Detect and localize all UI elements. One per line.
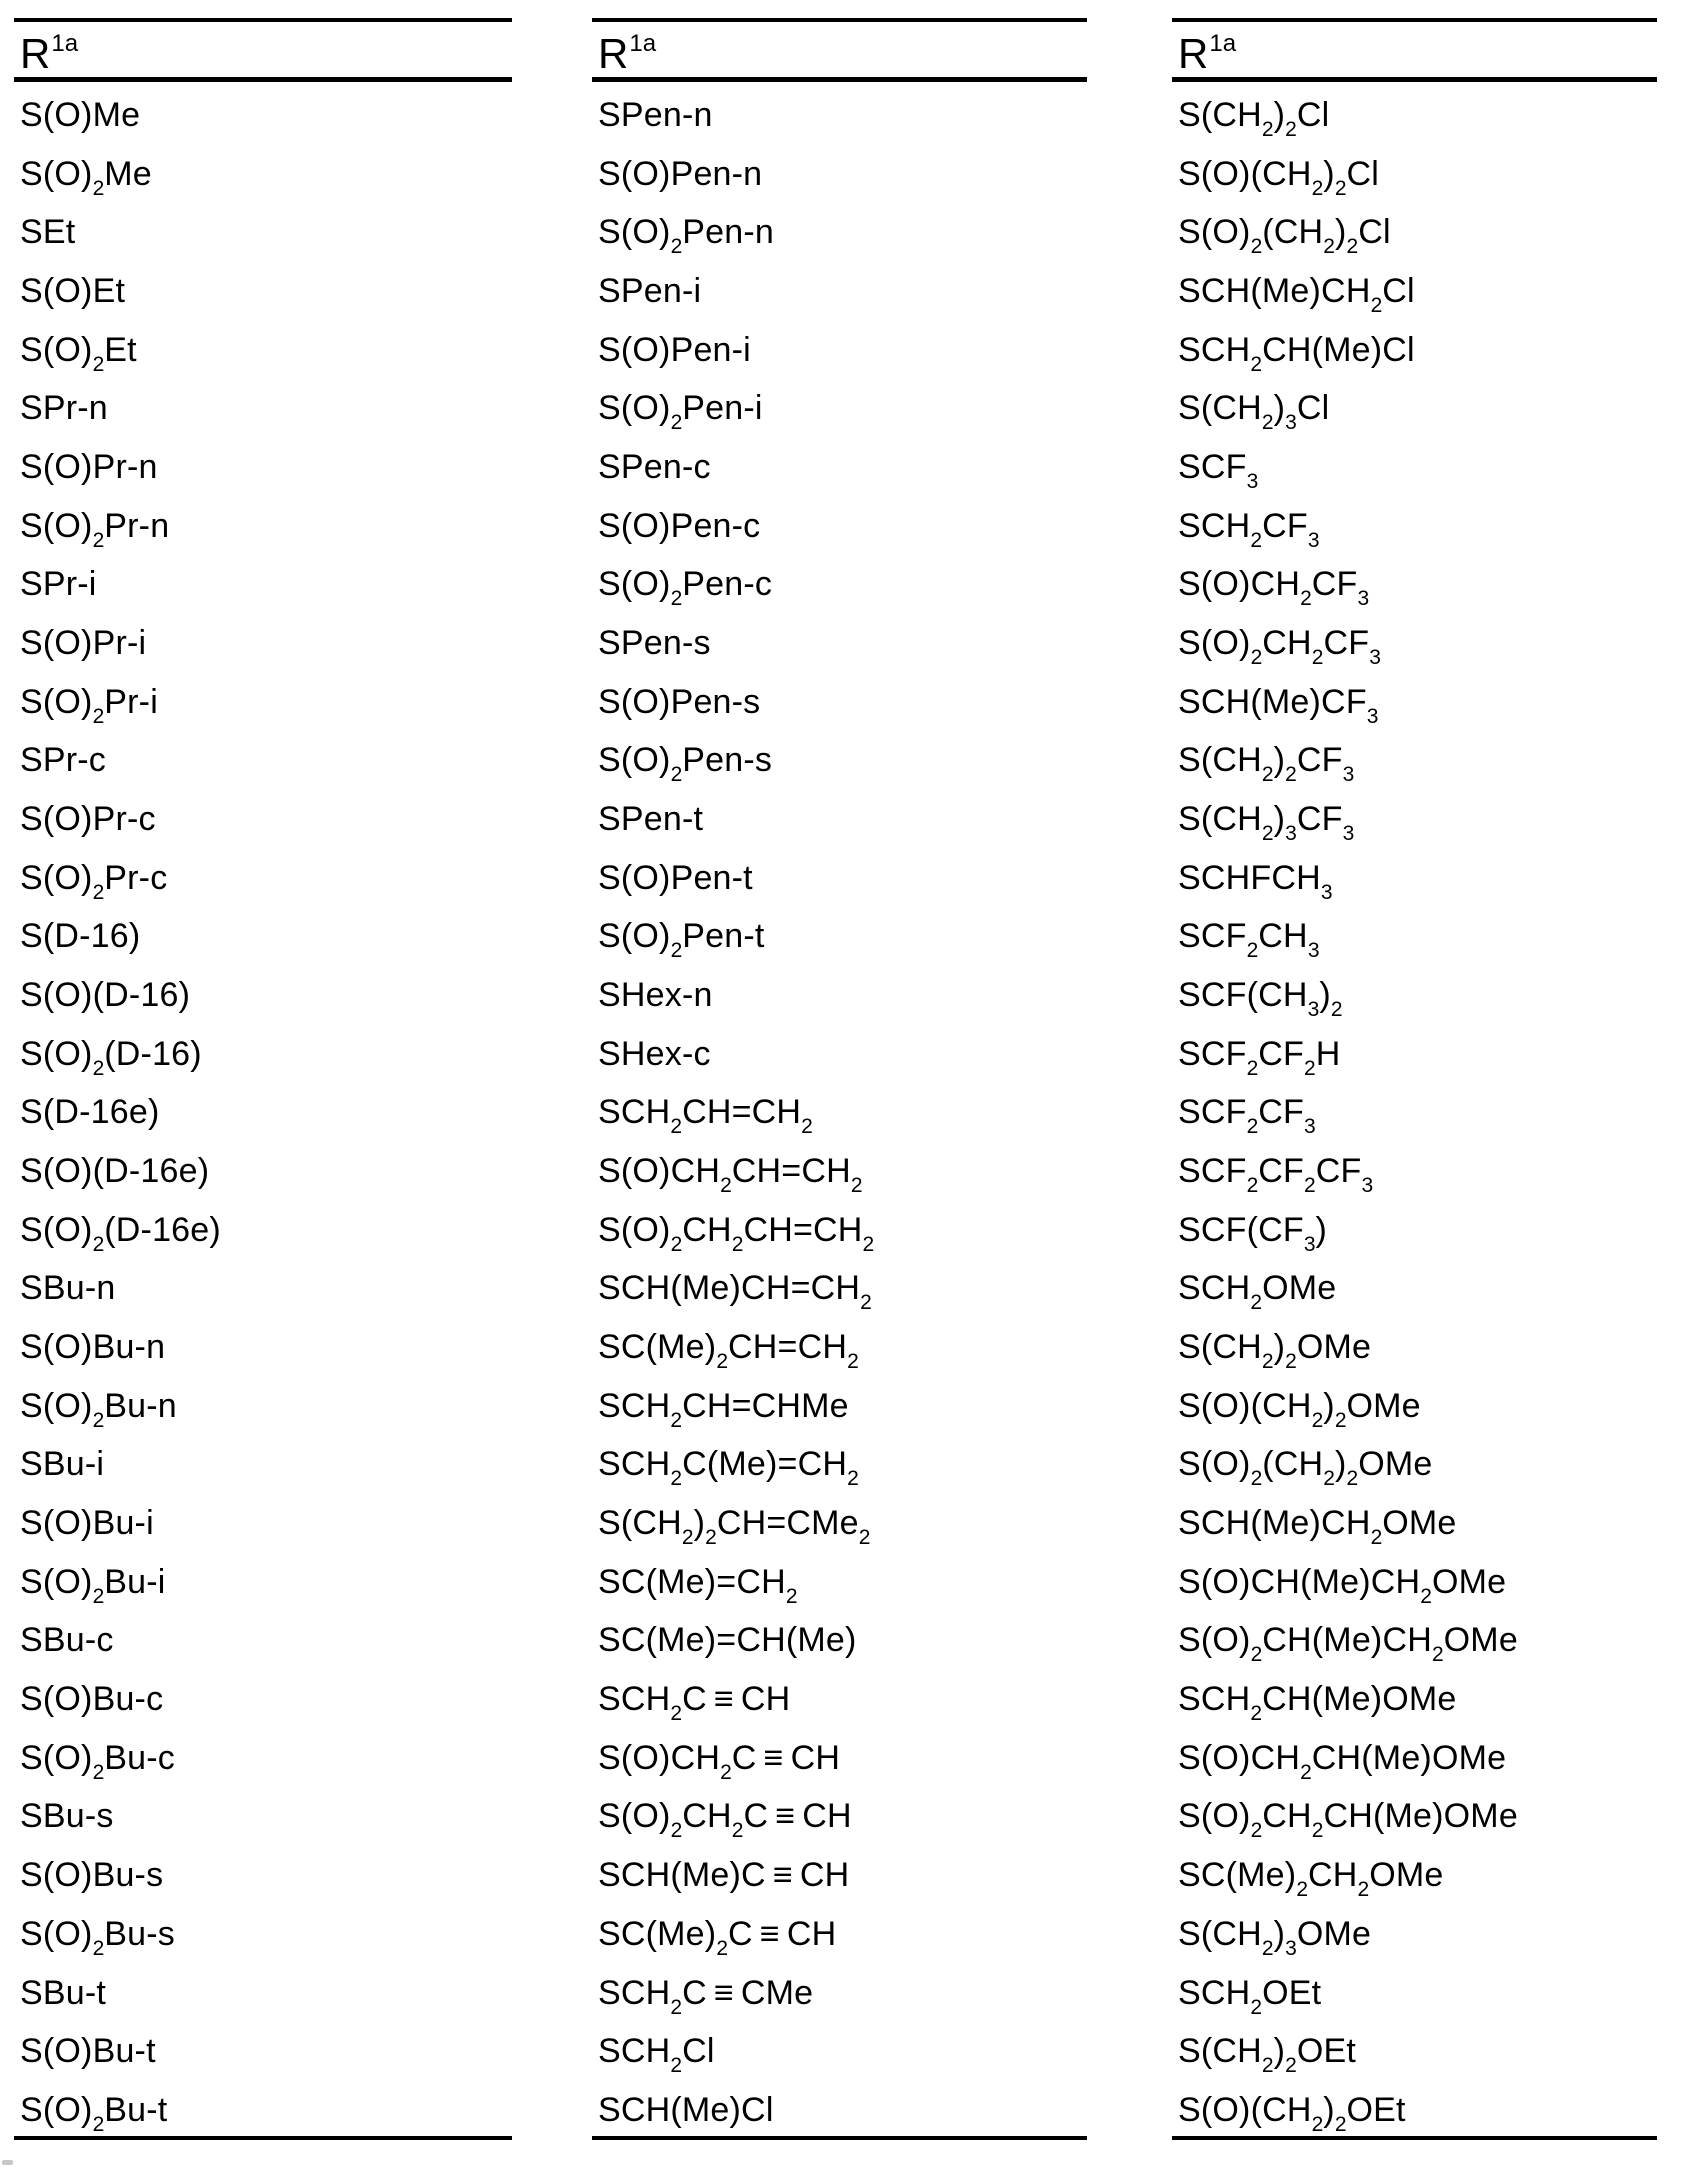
substituent-row [14, 1255, 512, 1314]
substituent-formula: SPen-s [598, 624, 711, 663]
substituent-row [14, 845, 512, 904]
substituent-formula: SPr-n [20, 389, 108, 428]
substituent-formula: $S(O)_2CH_2C$ ≡ CH [598, 1797, 852, 1843]
substituent-formula: $SCF_2CF_2CF_3$ [1178, 1152, 1374, 1198]
substituent-formula: SCH(Me)Cl [598, 2090, 774, 2129]
substituent-formula: S(O)Pen-t [598, 858, 753, 897]
substituent-row [1172, 1373, 1657, 1432]
substituent-row [592, 669, 1087, 728]
scan-artifact-dot [2, 2160, 13, 2165]
table-bottom-rule [592, 2136, 1087, 2140]
substituent-row [1172, 317, 1657, 376]
substituent-row [592, 82, 1087, 141]
substituent-formula: $S(O)_2Pr-c$ [20, 858, 168, 904]
substituent-formula: S(O)Pr-i [20, 624, 147, 663]
substituent-row [592, 727, 1087, 786]
substituent-row [592, 1901, 1087, 1960]
substituent-formula: $S(CH_2)_3CF_3$ [1178, 800, 1355, 846]
substituent-row [14, 1549, 512, 1608]
substituent-formula: $S(O)_2Pen-n$ [598, 213, 774, 259]
substituent-row [1172, 1960, 1657, 2019]
substituent-table-middle [592, 18, 1087, 2140]
substituent-row [14, 1373, 512, 1432]
substituent-row [14, 1725, 512, 1784]
substituent-row [1172, 1549, 1657, 1608]
header-superscript: 1a [1209, 30, 1237, 57]
substituent-row [592, 2018, 1087, 2077]
substituent-formula: $SCH_2Cl$ [598, 2032, 715, 2078]
header-symbol: R [1178, 30, 1209, 77]
substituent-formula: S(O)(D-16) [20, 976, 191, 1015]
substituent-row [592, 1549, 1087, 1608]
substituent-formula: $S(O)(CH_2)_2OEt$ [1178, 2090, 1406, 2136]
substituent-formula: $S(O)_2CH_2CH=CH_2$ [598, 1210, 875, 1256]
substituent-row [592, 1666, 1087, 1725]
substituent-row [14, 258, 512, 317]
substituent-formula: $S(O)_2Bu-c$ [20, 1738, 175, 1784]
substituent-formula: $SCF_2CH_3$ [1178, 917, 1320, 963]
substituent-formula: S(O)Pen-i [598, 330, 751, 369]
substituent-row [14, 1842, 512, 1901]
substituent-formula: S(O)Et [20, 272, 126, 311]
substituent-formula: $S(O)_2Pr-n$ [20, 506, 170, 552]
substituent-row [1172, 1607, 1657, 1666]
substituent-table-left [14, 18, 512, 2140]
substituent-formula: SPen-n [598, 96, 713, 134]
substituent-row [592, 1314, 1087, 1373]
substituent-formula: SBu-i [20, 1445, 105, 1484]
substituent-row [592, 317, 1087, 376]
substituent-row [592, 610, 1087, 669]
substituent-formula: S(O)Bu-c [20, 1680, 164, 1719]
substituent-row [592, 1079, 1087, 1138]
substituent-formula: $S(CH_2)_2CF_3$ [1178, 741, 1355, 787]
substituent-formula: SPen-t [598, 800, 704, 839]
substituent-row [592, 2077, 1087, 2136]
substituent-formula: $S(O)CH_2CH=CH_2$ [598, 1152, 863, 1198]
triple-bond-symbol: ≡ [759, 1914, 780, 1953]
substituent-formula: SBu-n [20, 1269, 116, 1308]
substituent-row [592, 845, 1087, 904]
substituent-row [1172, 903, 1657, 962]
substituent-row [14, 434, 512, 493]
substituent-row [592, 1431, 1087, 1490]
triple-bond-symbol: ≡ [713, 1680, 734, 1719]
substituent-row [1172, 610, 1657, 669]
substituent-formula: $SCH_2CH(Me)OMe$ [1178, 1680, 1457, 1726]
substituent-formula: $S(O)(CH_2)_2OMe$ [1178, 1386, 1421, 1432]
substituent-row [14, 1901, 512, 1960]
substituent-formula: $S(CH_2)_2Cl$ [1178, 96, 1330, 141]
substituent-row [1172, 1197, 1657, 1256]
substituent-row [14, 1490, 512, 1549]
substituent-row [1172, 1783, 1657, 1842]
substituent-row [592, 1255, 1087, 1314]
substituent-formula: $S(CH_2)_2OMe$ [1178, 1328, 1372, 1374]
substituent-formula: S(D-16e) [20, 1093, 160, 1132]
substituent-formula: S(O)Bu-i [20, 1504, 154, 1543]
substituent-formula: $S(O)_2Bu-s$ [20, 1914, 175, 1960]
substituent-row [1172, 1666, 1657, 1725]
substituent-formula: SBu-t [20, 1973, 107, 2012]
substituent-row [14, 1607, 512, 1666]
substituent-row [592, 199, 1087, 258]
substituent-formula: $S(CH_2)_3OMe$ [1178, 1914, 1372, 1960]
substituent-row [1172, 141, 1657, 200]
substituent-row [1172, 1079, 1657, 1138]
substituent-row [592, 1490, 1087, 1549]
substituent-row [14, 551, 512, 610]
substituent-row [1172, 962, 1657, 1021]
substituent-formula: $S(O)_2Pen-i$ [598, 389, 763, 435]
header-symbol: R [598, 30, 629, 77]
substituent-row [592, 434, 1087, 493]
substituent-formula: $SC(Me)_2CH_2OMe$ [1178, 1856, 1444, 1902]
substituent-formula: $S(O)_2Et$ [20, 330, 137, 376]
table-bottom-rule [14, 2136, 512, 2140]
substituent-formula: $S(CH_2)_3Cl$ [1178, 389, 1330, 435]
substituent-row [14, 1197, 512, 1256]
substituent-formula: $SCH_2OMe$ [1178, 1269, 1337, 1315]
substituent-formula: $SCF_3$ [1178, 448, 1259, 494]
substituent-formula: $S(CH_2)_2CH=CMe_2$ [598, 1504, 871, 1550]
substituent-row [14, 1783, 512, 1842]
substituent-formula: S(O)Bu-s [20, 1856, 164, 1895]
substituent-rows [592, 82, 1087, 2136]
substituent-formula: $SCH(Me)CH_2Cl$ [1178, 272, 1415, 318]
substituent-formula: $S(CH_2)_2OEt$ [1178, 2032, 1356, 2078]
substituent-formula: S(O)Pen-n [598, 154, 763, 193]
column-header [14, 22, 512, 77]
header-superscript: 1a [629, 30, 657, 57]
substituent-row [14, 317, 512, 376]
substituent-formula: $S(O)_2Bu-i$ [20, 1562, 166, 1608]
substituent-formula: $S(O)_2CH(Me)CH_2OMe$ [1178, 1621, 1518, 1667]
substituent-formula: $S(O)_2(D-16e)$ [20, 1210, 221, 1256]
substituent-row [1172, 2077, 1657, 2136]
substituent-formula: $S(O)_2Pr-i$ [20, 682, 158, 728]
substituent-row [592, 1021, 1087, 1080]
substituent-formula: SEt [20, 213, 76, 252]
substituent-formula: SBu-s [20, 1797, 114, 1836]
substituent-row [14, 199, 512, 258]
substituent-row [14, 1021, 512, 1080]
substituent-formula: SHex-c [598, 1034, 711, 1073]
substituent-formula: S(O)Pen-s [598, 682, 761, 721]
substituent-formula: $S(O)_2Bu-n$ [20, 1386, 177, 1432]
substituent-row [1172, 1490, 1657, 1549]
substituent-formula: S(O)Pr-n [20, 448, 158, 487]
column-header [592, 22, 1087, 77]
substituent-formula: SPr-c [20, 741, 106, 780]
header-symbol: R [20, 30, 51, 77]
substituent-row [14, 903, 512, 962]
substituent-row [592, 1607, 1087, 1666]
substituent-row [592, 1725, 1087, 1784]
substituent-formula: $SCF_2CF_2H$ [1178, 1034, 1341, 1080]
substituent-formula: $S(O)_2CH_2CH(Me)OMe$ [1178, 1797, 1518, 1843]
substituent-row [14, 669, 512, 728]
header-superscript: 1a [51, 30, 79, 57]
substituent-formula: SHex-n [598, 976, 713, 1015]
substituent-row [1172, 434, 1657, 493]
substituent-row [1172, 845, 1657, 904]
substituent-row [1172, 82, 1657, 141]
substituent-formula: $SC(Me)_2CH=CH_2$ [598, 1328, 859, 1374]
substituent-row [14, 962, 512, 1021]
triple-bond-symbol: ≡ [775, 1797, 796, 1836]
substituent-row [592, 1197, 1087, 1256]
substituent-row [1172, 375, 1657, 434]
substituent-row [14, 375, 512, 434]
column-header [1172, 22, 1657, 77]
substituent-row [14, 1079, 512, 1138]
substituent-row [1172, 258, 1657, 317]
substituent-formula: $S(O)_2(CH_2)_2OMe$ [1178, 1445, 1433, 1491]
substituent-row [592, 962, 1087, 1021]
substituent-row [1172, 1842, 1657, 1901]
substituent-row [1172, 2018, 1657, 2077]
substituent-formula: $SCH_2CH(Me)Cl$ [1178, 330, 1415, 376]
substituent-formula: S(O)Bu-t [20, 2032, 156, 2071]
substituent-formula: S(D-16) [20, 917, 141, 956]
substituent-formula: SBu-c [20, 1621, 114, 1660]
substituent-formula: S(O)Bu-n [20, 1328, 166, 1367]
substituent-formula: $S(O)CH(Me)CH_2OMe$ [1178, 1562, 1507, 1608]
substituent-formula: $SCH(Me)CH_2OMe$ [1178, 1504, 1457, 1550]
substituent-formula: $S(O)_2Me$ [20, 154, 152, 200]
substituent-formula: $S(O)CH_2CH(Me)OMe$ [1178, 1738, 1507, 1784]
substituent-row [14, 1138, 512, 1197]
substituent-row [1172, 551, 1657, 610]
substituent-formula: S(O)Pen-c [598, 506, 761, 545]
substituent-row [14, 82, 512, 141]
substituent-row [14, 141, 512, 200]
substituent-formula: SPen-c [598, 448, 711, 487]
substituent-row [14, 727, 512, 786]
substituent-row [14, 1666, 512, 1725]
substituent-row [592, 141, 1087, 200]
substituent-formula: $S(O)_2(D-16)$ [20, 1034, 202, 1080]
substituent-formula: $SCH_2C$ ≡ CMe [598, 1973, 814, 2019]
substituent-row [1172, 1725, 1657, 1784]
substituent-formula: $SCF(CH_3)_2$ [1178, 976, 1343, 1022]
substituent-row [592, 1783, 1087, 1842]
substituent-row [14, 1314, 512, 1373]
substituent-formula: $S(O)(CH_2)_2Cl$ [1178, 154, 1380, 200]
substituent-row [14, 2077, 512, 2136]
substituent-row [592, 1138, 1087, 1197]
triple-bond-symbol: ≡ [713, 1973, 734, 2012]
substituent-formula: $SCH(Me)CH=CH_2$ [598, 1269, 872, 1315]
substituent-row [592, 1960, 1087, 2019]
substituent-formula: $SCH_2C(Me)=CH_2$ [598, 1445, 859, 1491]
substituent-row [14, 493, 512, 552]
substituent-row [1172, 786, 1657, 845]
substituent-row [1172, 669, 1657, 728]
substituent-formula: $S(O)_2(CH_2)_2Cl$ [1178, 213, 1391, 259]
substituent-formula: $SCHFCH_3$ [1178, 858, 1333, 904]
substituent-row [14, 786, 512, 845]
substituent-formula: $SCH_2CH=CHMe$ [598, 1386, 849, 1432]
substituent-formula: $S(O)_2CH_2CF_3$ [1178, 624, 1381, 670]
substituent-formula: $S(O)CH_2C$ ≡ CH [598, 1738, 841, 1784]
substituent-formula: $S(O)_2Pen-s$ [598, 741, 773, 787]
substituent-formula: $SC(Me)=CH_2$ [598, 1562, 798, 1608]
substituent-formula: SPen-i [598, 272, 702, 311]
substituent-formula: $SCF_2CF_3$ [1178, 1093, 1316, 1139]
substituent-row [592, 493, 1087, 552]
substituent-row [1172, 1138, 1657, 1197]
substituent-formula: $SCH_2CH=CH_2$ [598, 1093, 813, 1139]
substituent-formula: $SCH(Me)CF_3$ [1178, 682, 1379, 728]
substituent-row [592, 258, 1087, 317]
substituent-formula: S(O)Me [20, 96, 141, 134]
substituent-row [14, 1431, 512, 1490]
substituent-formula: $S(O)CH_2CF_3$ [1178, 565, 1370, 611]
substituent-formula: $S(O)_2Pen-t$ [598, 917, 765, 963]
substituent-row [1172, 1255, 1657, 1314]
substituent-formula: $SCH_2CF_3$ [1178, 506, 1320, 552]
substituent-row [14, 1960, 512, 2019]
substituent-row [592, 375, 1087, 434]
substituent-row [1172, 727, 1657, 786]
substituent-rows [1172, 82, 1657, 2136]
substituent-formula: S(O)(D-16e) [20, 1152, 210, 1191]
substituent-formula: $SC(Me)_2C$ ≡ CH [598, 1914, 837, 1960]
substituent-rows [14, 82, 512, 2136]
substituent-formula: $SCH_2OEt$ [1178, 1973, 1322, 2019]
table-bottom-rule [1172, 2136, 1657, 2140]
substituent-row [1172, 1314, 1657, 1373]
substituent-formula: SC(Me)=CH(Me) [598, 1621, 857, 1660]
substituent-row [592, 1842, 1087, 1901]
substituent-row [1172, 1021, 1657, 1080]
substituent-formula: SCH(Me)C ≡ CH [598, 1856, 850, 1895]
substituent-formula: S(O)Pr-c [20, 800, 156, 839]
substituent-formula: $SCF(CF_3)$ [1178, 1210, 1328, 1256]
substituent-row [1172, 199, 1657, 258]
triple-bond-symbol: ≡ [763, 1738, 784, 1777]
substituent-formula: SPr-i [20, 565, 97, 604]
triple-bond-symbol: ≡ [772, 1856, 793, 1895]
substituent-row [14, 610, 512, 669]
substituent-row [14, 2018, 512, 2077]
substituent-row [1172, 493, 1657, 552]
substituent-row [1172, 1901, 1657, 1960]
substituent-formula: $S(O)_2Pen-c$ [598, 565, 773, 611]
substituent-formula: $SCH_2C$ ≡ CH [598, 1680, 791, 1726]
substituent-table-right [1172, 18, 1657, 2140]
substituent-row [592, 1373, 1087, 1432]
substituent-row [592, 786, 1087, 845]
substituent-row [592, 551, 1087, 610]
substituent-row [1172, 1431, 1657, 1490]
substituent-formula: $S(O)_2Bu-t$ [20, 2090, 168, 2136]
substituent-row [592, 903, 1087, 962]
